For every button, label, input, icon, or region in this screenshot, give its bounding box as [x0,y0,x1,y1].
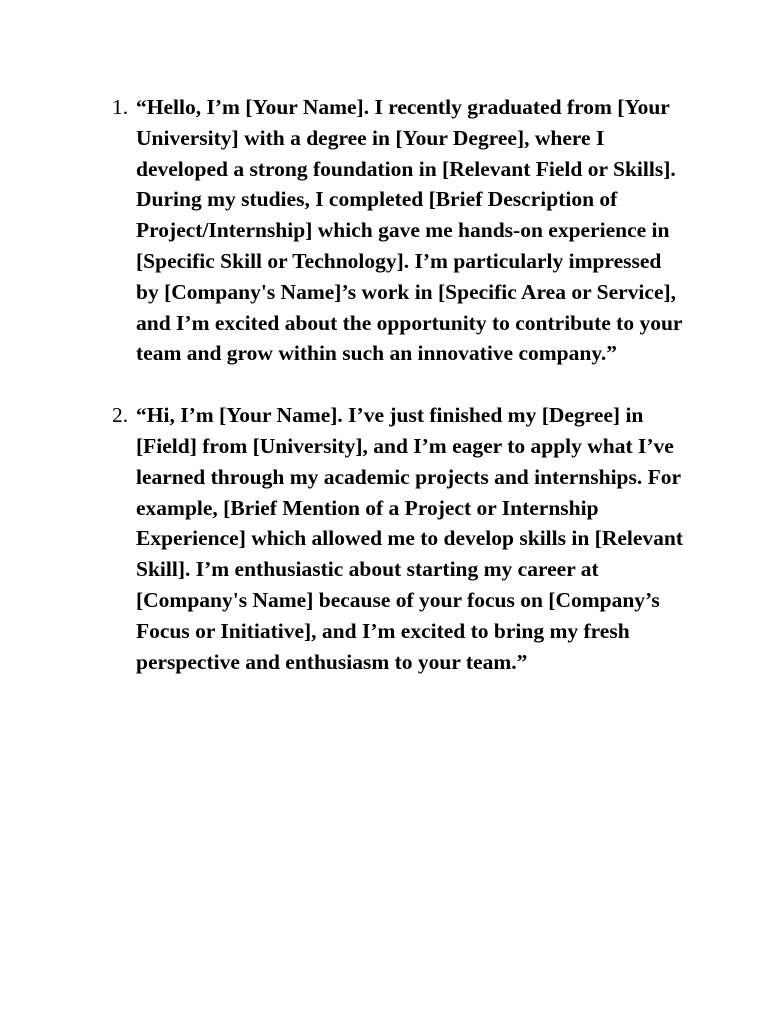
list-item-number: 2. [112,403,129,428]
list-item-number: 1. [112,95,129,119]
list-item [112,92,687,369]
list-item-text: “Hi, I’m [Your Name]. I’ve just finished my [Degree] in [Field] from [University], and I’m eager to apply what I’ve learned through my academic projects and internships. For example, [Brief Mention of a Project or Internship Experience] which allowed me to develop skills in [Relevant Skill]. I’m enthusiastic about starting my career at [Company's Name] because of your focus on [Company’s Focus or Initiative], and I’m excited to bring my fresh perspective and enthusiasm to your team.” [136,403,684,674]
list-item-text: “Hello, I’m [Your Name]. I recently graduated from [Your University] with a degree in [Your Degree], where I developed a strong foundation in [Relevant Field or Skills]. During my studies, I completed [Brief Description of Project/Internship] which gave me hands-on experience in [Specific Skill or Technology]. I’m particularly impressed by [Company's Name]’s work in [Specific Area or Service], and I’m excited about the opportunity to contribute to your team and grow within such an innovative company.” [136,95,683,366]
pitch-list [112,92,687,708]
list-item [112,400,687,677]
